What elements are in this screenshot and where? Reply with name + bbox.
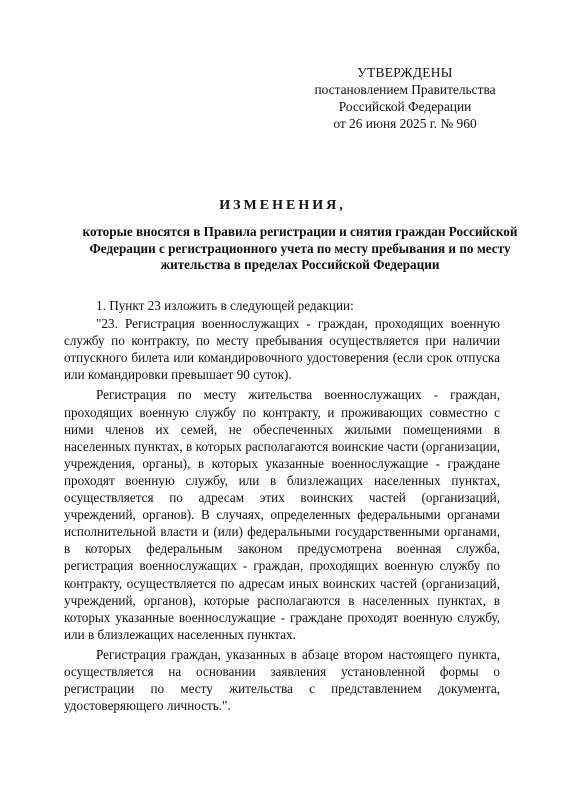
approval-line-2: Российской Федерации: [338, 99, 472, 114]
paragraph-4: Регистрация граждан, указанных в абзаце втором настоящего пункта, осуществляется на основании заявления установленной формы о регистрации по месту жительства с представлением документа, удостоверяющего личность.".: [64, 646, 500, 714]
paragraph-2: "23. Регистрация военнослужащих - граждан, проходящих военную службу по контракту, по месту пребывания осуществляется при наличии отпускного билета или командировочного удостоверения (если срок отпуска или командировки превышает 90 суток).: [64, 316, 500, 383]
document-title: ИЗМЕНЕНИЯ,: [219, 198, 346, 213]
approval-line-3: от 26 июня 2025 г. № 960: [333, 116, 477, 131]
approval-block: [300, 64, 510, 132]
approval-title: УТВЕРЖДЕНЫ: [357, 65, 453, 80]
document-subtitle: которые вносятся в Правила регистрации и снятия граждан Российской Федерации с регистрационного учета по месту пребывания и по месту жительства в пределах Российской Федерации: [82, 224, 518, 272]
document-body: [64, 297, 500, 717]
approval-line-1: постановлением Правительства: [314, 82, 496, 97]
paragraph-1: 1. Пункт 23 изложить в следующей редакции:: [96, 298, 354, 313]
paragraph-3: Регистрация по месту жительства военнослужащих - граждан, проходящих военную службу по контракту, и проживающих совместно с ними членов их семей, не обеспеченных жилыми помещениями в населенных пунктах, в которых располагаются воинские части (организации, учреждения, органы), в которых указанные военнослужащие - граждане проходят военную службу, или в близлежащих населенных пунктах, осуществляется по адресам этих воинских частей (организаций, учреждений, органов). В случаях, определенных федеральными органами исполнительной власти и (или) федеральными государственными органами, в которых федеральным законом предусмотрена военная служба, регистрация военнослужащих - граждан, проходящих военную службу по контракту, осуществляется по адресам иных воинских частей (организаций, учреждений, органов), которые располагаются в населенных пунктах, в которых указанные военнослужащие - граждане проходят военную службу, или в близлежащих населенных пунктах.: [64, 387, 500, 642]
